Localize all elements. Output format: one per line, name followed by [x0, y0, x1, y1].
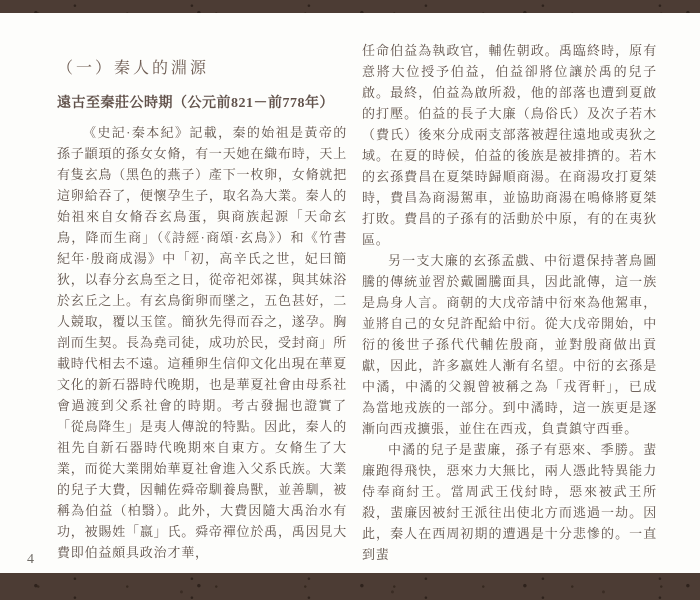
book-page	[0, 13, 700, 573]
section-title: （一）秦人的淵源	[57, 60, 210, 77]
left-column	[57, 40, 347, 573]
body-paragraph-left: 《史記·秦本紀》記載，秦的始祖是黃帝的孫子顓頊的孫女女脩，有一天她在織布時，天上有隻玄鳥（黑色的燕子）產下一枚卵，女脩就把這卵給吞了，便懷孕生子，取名為大業。秦人的始祖來自女脩吞玄鳥蛋，與商族起源「天命玄鳥，降而生商」（《詩經·商頌·玄鳥》）和《竹書紀年·殷商成湯》中「初，高辛氏之世，妃曰簡狄，以春分玄鳥至之日，從帝祀郊禖，與其妹浴於玄丘之上。有玄鳥銜卵而墜之，五色甚好，二人競取，覆以玉筐。簡狄先得而吞之，遂孕。胸剖而生契。長為堯司徒，成功於民，受封商」所載時代相去不遠。這種卵生信仰文化出現在華夏文化的新石器時代晚期，也是華夏社會由母系社會過渡到父系社會的時期。考古發掘也證實了「從鳥降生」是夷人傳說的特點。因此，秦人的祖先自新石器時代晚期來自東方。女脩生了大業，而從大業開始華夏社會進入父系氏族。大業的兒子大費，因輔佐舜帝馴養鳥獸，並善馴，被稱為伯益（柏翳）。此外，大費因隨大禹治水有功，被賜姓「嬴」氏。舜帝禪位於禹，禹因見大費即伯益頗具政治才華，	[57, 125, 347, 560]
page-number: 4	[27, 552, 34, 567]
book-frame-bottom	[0, 573, 700, 600]
right-column	[362, 40, 657, 573]
body-paragraph-right-2: 另一支大廉的玄孫孟戲、中衍還保持著鳥圖騰的傳統並習於戴圖騰面具，因此訛傳，這一族是鳥身人言。商朝的大戊帝請中衍來為他駕車，並將自己的女兒許配給中衍。從大戊帝開始，中衍的後世子孫代代輔佐殷商，並對殷商做出貢獻，因此，許多嬴姓人漸有名望。中衍的玄孫是中潏，中潏的父親曾被稱之為「戎胥軒」，已成為當地戎族的一部分。到中潏時，這一族更是逐漸向西戎擴張，並住在西戎，負責鎮守西垂。	[362, 253, 657, 436]
body-paragraph-right-3: 中潏的兒子是蜚廉，孫子有惡來、季勝。蜚廉跑得飛快，惡來力大無比，兩人憑此特異能力侍奉商紂王。當周武王伐紂時，惡來被武王所殺，蜚廉因被紂王派往出使北方而逃過一劫。因此，秦人在西周初期的遭遇是十分悲慘的。一直到蜚	[362, 442, 657, 562]
subsection-title: 遠古至秦莊公時期（公元前821－前778年）	[57, 96, 334, 111]
book-frame-top	[0, 0, 700, 13]
body-paragraph-right-continuation: 任命伯益為執政官，輔佐朝政。禹臨終時，原有意將大位授予伯益，伯益卻將位讓於禹的兒子啟。最終，伯益為啟所殺，他的部落也遭到夏啟的打壓。伯益的長子大廉（鳥俗氏）及次子若木（費氏）後來分成兩支部落被趕往遠地或夷狄之域。在夏的時候，伯益的後族是被排擠的。若木的玄孫費昌在夏桀時歸順商湯。在商湯攻打夏桀時，費昌為商湯駕車，並協助商湯在鳴條將夏桀打敗。費昌的子孫有的活動於中原，有的在夷狄區。	[362, 43, 657, 247]
